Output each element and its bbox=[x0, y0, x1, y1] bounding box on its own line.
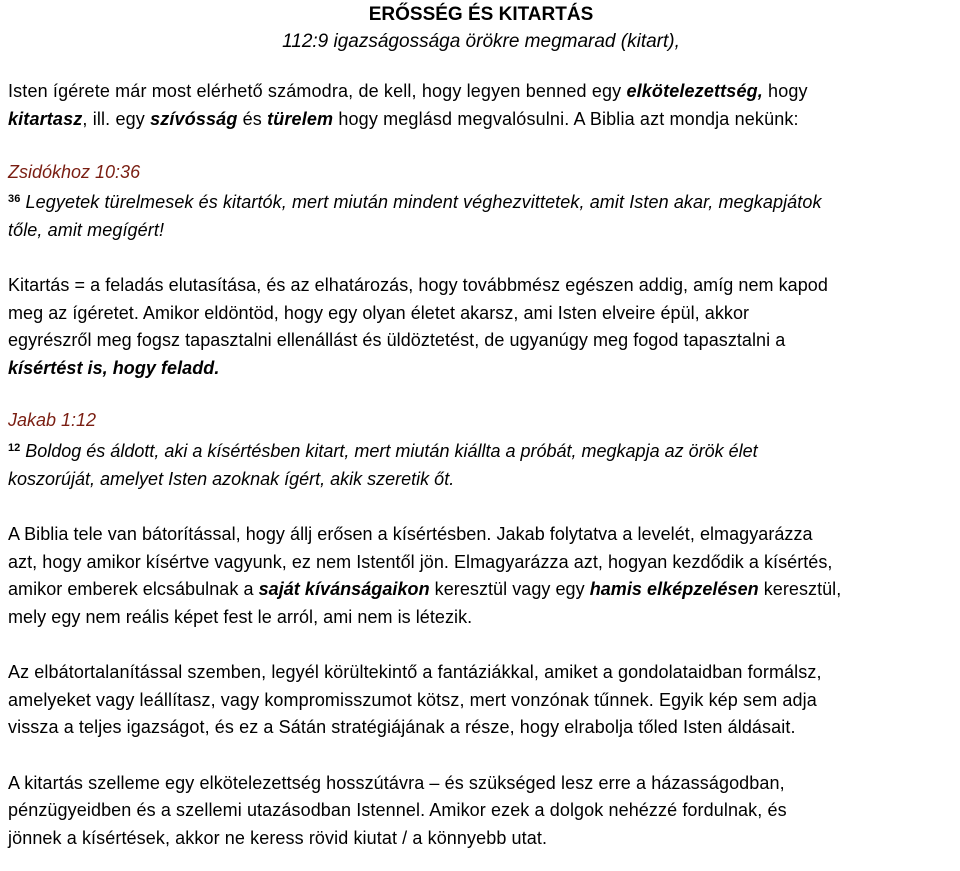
bible-encouragement-paragraph bbox=[8, 521, 954, 631]
paragraph-line: azt, hogy amikor kísértve vagyunk, ez nem Istentől jön. Elmagyarázza azt, hogyan kezdődik a kísértés, bbox=[8, 551, 833, 572]
paragraph-line: egyrészről meg fogsz tapasztalni ellenállást és üldöztetést, de ugyanúgy meg fogod tapasztalni a bbox=[8, 330, 786, 350]
verse-reference-james: Jakab 1:12 bbox=[8, 410, 97, 430]
document-page bbox=[8, 0, 954, 852]
paragraph-line: amelyeket vagy leállítasz, vagy kompromisszumot kötsz, mert vonzónak tűnnek. Egyik kép sem adja bbox=[8, 689, 817, 710]
verse-line: $^{12}$ Boldog és áldott, aki a kísértésben kitart, mert miután kiállta a próbát, megkapja az örök élet bbox=[8, 441, 758, 461]
perseverance-paragraph bbox=[8, 272, 954, 382]
verse-number: 12 bbox=[8, 442, 21, 454]
verse-line: tőle, amit megígért! bbox=[8, 219, 165, 240]
paragraph-line: A Biblia tele van bátorítással, hogy állj erősen a kísértésben. Jakab folytatva a levelét, elmagyarázza bbox=[8, 524, 813, 544]
paragraph-line: vissza a teljes igazságot, és ez a Sátán stratégiájának a része, hogy elrabolja tőled Isten áldásait. bbox=[8, 717, 796, 737]
verse-line: $^{36}$ Legyetek türelmesek és kitartók, mert miután mindent véghezvittetek, amit Isten akar, megkapjátok bbox=[8, 192, 822, 212]
paragraph-line: Az elbátortalanítással szemben, legyél körültekintő a fantáziákkal, amiket a gondolataidban formálsz, bbox=[8, 662, 822, 682]
paragraph-line: amikor emberek elcsábulnak a saját kívánságaikon keresztül vagy egy hamis elképzelésen keresztül, bbox=[8, 579, 842, 599]
verse-number: 36 bbox=[8, 193, 21, 205]
intro-line-2: kitartasz, ill. egy szívósság és türelem hogy meglásd megvalósulni. A Biblia azt mondja nekünk: bbox=[8, 108, 799, 129]
verse-text-james bbox=[8, 438, 954, 493]
paragraph-line-emphasis: kísértést is, hogy feladd. bbox=[8, 357, 220, 378]
spirit-of-perseverance-paragraph bbox=[8, 770, 954, 853]
page-title: ERŐSSÉG ÉS KITARTÁS bbox=[368, 4, 594, 25]
verse-text-hebrews bbox=[8, 189, 954, 244]
paragraph-line: meg az ígéretet. Amikor eldöntöd, hogy egy olyan életet akarsz, ami Isten elveire épül, akkor bbox=[8, 302, 750, 323]
page-subtitle: 112:9 igazságossága örökre megmarad (kitart), bbox=[282, 31, 680, 52]
paragraph-line: pénzügyeidben és a szellemi utazásodban Istennel. Amikor ezek a dolgok nehézzé fordulnak, és bbox=[8, 800, 787, 820]
paragraph-line: Kitartás = a feladás elutasítása, és az elhatározás, hogy továbbmész egészen addig, amíg nem kapod bbox=[8, 275, 828, 295]
discouragement-paragraph bbox=[8, 659, 954, 742]
paragraph-line: A kitartás szelleme egy elkötelezettség hosszútávra – és szükséged lesz erre a házasságodban, bbox=[8, 772, 785, 793]
intro-paragraph bbox=[8, 78, 954, 133]
paragraph-line: jönnek a kísértések, akkor ne keress rövid kiutat / a könnyebb utat. bbox=[8, 827, 548, 848]
verse-line: koszorúját, amelyet Isten azoknak ígért, akik szeretik őt. bbox=[8, 468, 455, 489]
verse-reference-hebrews: Zsidókhoz 10:36 bbox=[8, 162, 141, 182]
intro-line-1: Isten ígérete már most elérhető számodra, de kell, hogy legyen benned egy elkötelezettség, hogy bbox=[8, 81, 808, 101]
paragraph-line: mely egy nem reális képet fest le arról, ami nem is létezik. bbox=[8, 606, 473, 627]
